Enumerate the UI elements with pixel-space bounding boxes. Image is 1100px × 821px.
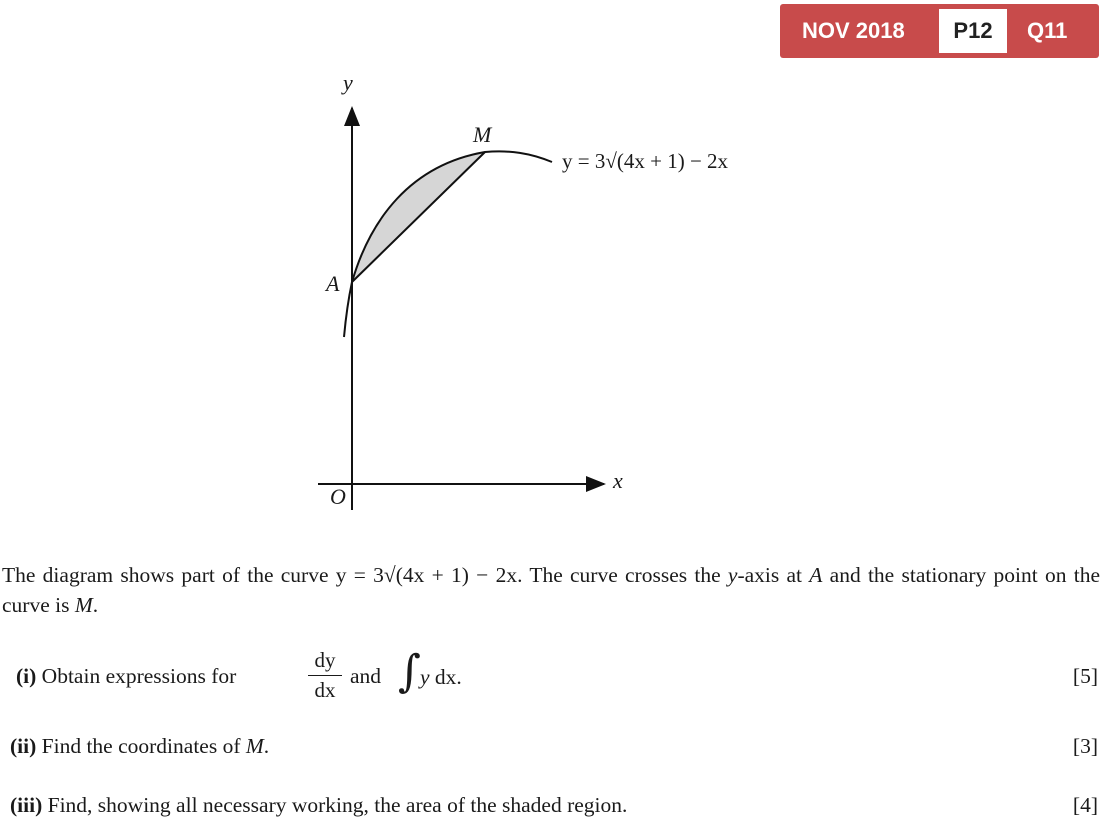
part-iii-marks: [4] xyxy=(1072,793,1098,817)
part-i-integral: y dx. xyxy=(420,665,462,689)
point-A-label: A xyxy=(326,271,340,296)
dy-dx-fraction: dy dx xyxy=(308,648,342,703)
question-intro: The diagram shows part of the curve y = 3√(4x + 1) − 2x. The curve crosses the y-axis at A and the stationary point on the curve is M. xyxy=(2,563,1100,617)
part-ii: (ii) Find the coordinates of M. xyxy=(10,734,270,758)
badge-question: Q11 xyxy=(1027,18,1068,43)
chord-AM xyxy=(352,152,485,282)
part-i-marks: [5] xyxy=(1072,664,1098,688)
curve-equation-label: y = 3√(4x + 1) − 2x xyxy=(562,149,729,173)
origin-label: O xyxy=(330,484,346,509)
badge-paper: P12 xyxy=(939,9,1007,53)
badge-session: NOV 2018 xyxy=(802,18,905,43)
part-i: (i) Obtain expressions for xyxy=(16,664,237,688)
part-iii: (iii) Find, showing all necessary working, the area of the shaded region. xyxy=(10,793,628,817)
y-axis-label: y xyxy=(343,70,353,95)
integral-sign: ∫ xyxy=(398,646,421,697)
x-axis-label: x xyxy=(613,468,623,493)
part-ii-marks: [3] xyxy=(1072,734,1098,758)
point-M-label: M xyxy=(473,122,492,147)
part-i-and: and xyxy=(350,664,382,688)
